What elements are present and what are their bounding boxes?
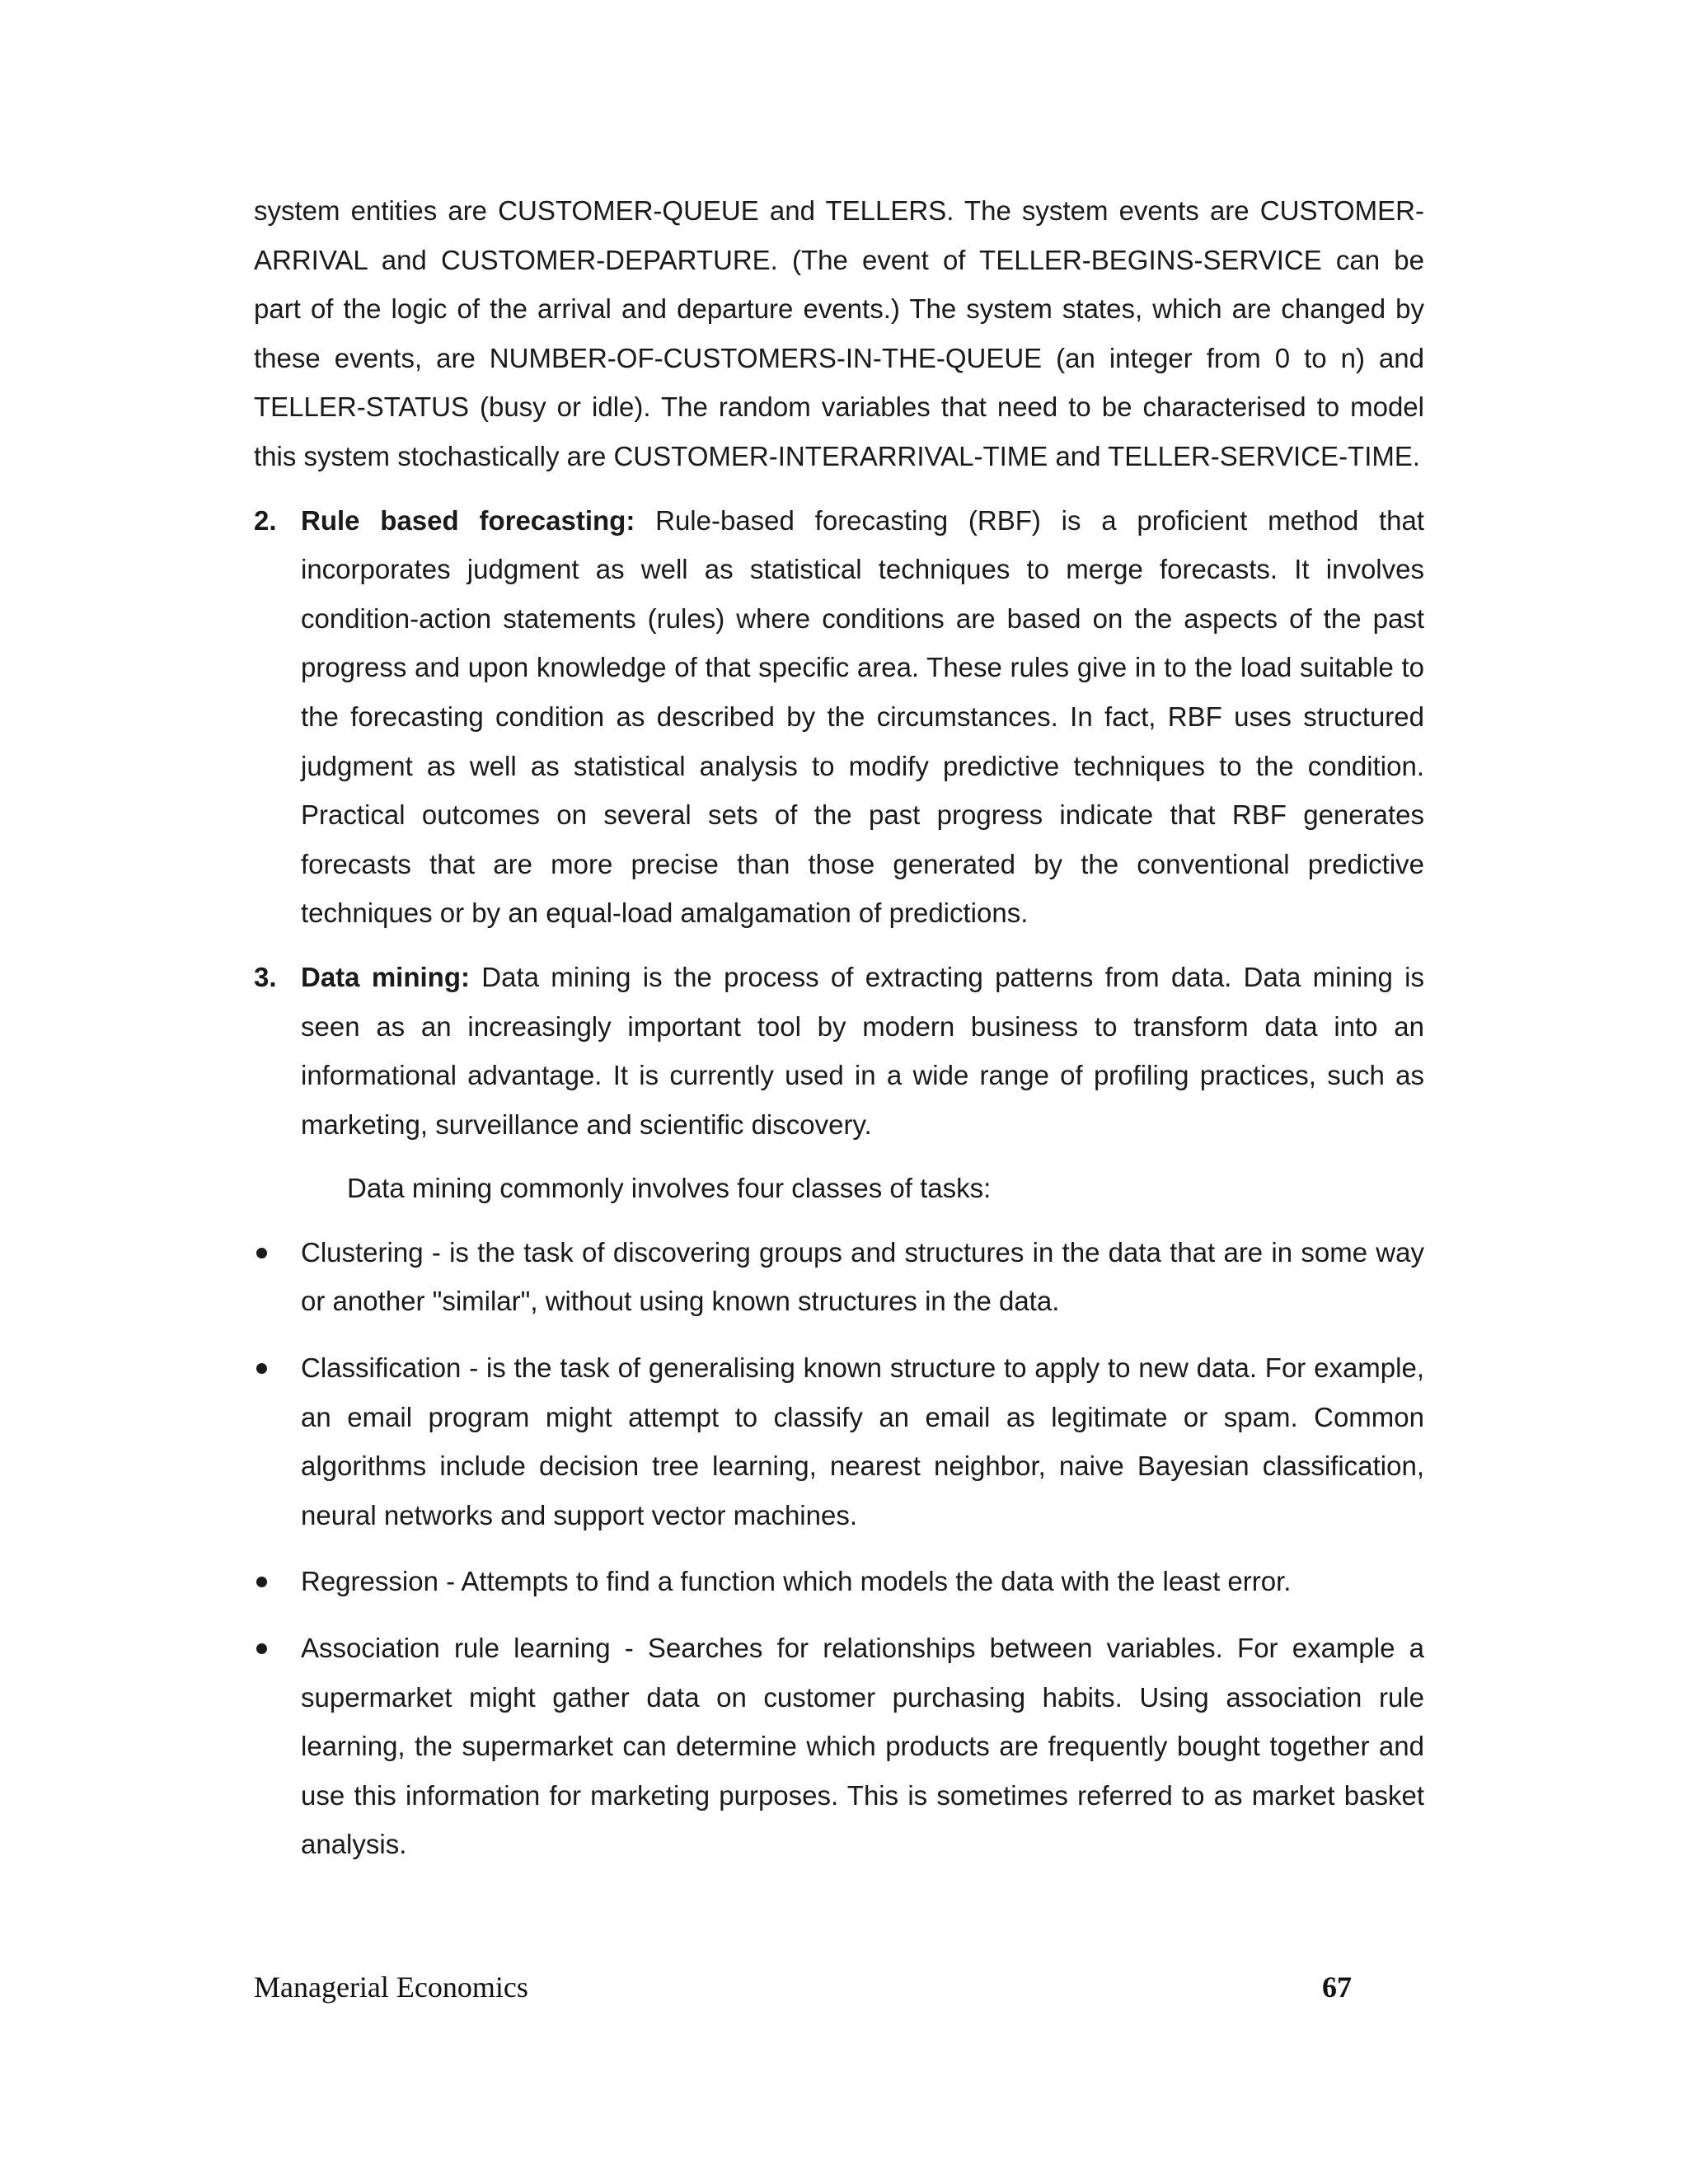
tasks-lead: Data mining commonly involves four classes of tasks: <box>347 1173 992 1204</box>
bullet-item-regression <box>254 1557 1424 1606</box>
bullet-text: Regression - Attempts to find a function which models the data with the least error. <box>301 1566 1292 1597</box>
bullet-icon <box>256 1643 267 1654</box>
bullet-item-classification <box>254 1343 1424 1540</box>
bullet-icon <box>256 1363 267 1374</box>
bullet-item-clustering <box>254 1228 1424 1326</box>
section-number: 2. <box>254 504 277 536</box>
footer-book-title: Managerial Economics <box>254 1971 528 2004</box>
footer-page-number: 67 <box>1322 1971 1352 2004</box>
section-rule-based-forecasting <box>254 496 1424 938</box>
page-footer <box>254 1970 1352 2011</box>
section-term: Data mining: <box>301 961 470 992</box>
section-text: Rule-based forecasting (RBF) is a proficient method that incorporates judgment as well as statistical techniques to merge forecasts. It involves condition-action statements (rules) where conditions are based on the aspects of the past progress and upon knowledge of that specific area. These rules give in to the load suitable to the forecasting condition as described by the circumstances. In fact, RBF uses structured judgment as well as statistical analysis to modify predictive techniques to the condition. Practical outcomes on several sets of the past progress indicate that RBF generates forecasts that are more precise than those generated by the conventional predictive techniques or by an equal-load amalgamation of predictions. <box>301 504 1424 929</box>
bullet-text: Association rule learning - Searches for relationships between variables. For example a supermarket might gather data on customer purchasing habits. Using association rule learning, the supermarket can determine which products are frequently bought together and use this information for marketing purposes. This is sometimes referred to as market basket analysis. <box>301 1633 1424 1860</box>
section-term: Rule based forecasting: <box>301 504 635 536</box>
bullet-icon <box>256 1577 267 1587</box>
section-number: 3. <box>254 961 277 992</box>
intro-paragraph: system entities are CUSTOMER-QUEUE and TELLERS. The system events are CUSTOMER-ARRIVAL and CUSTOMER-DEPARTURE. (The event of TELLER-BEGINS-SERVICE can be part of the logic of the arrival and departure events.) The system states, which are changed by these events, are NUMBER-OF-CUSTOMERS-IN-THE-QUEUE (an integer from 0 to n) and TELLER-STATUS (busy or idle). The random variables that need to be characterised to model this system stochastically are CUSTOMER-INTERARRIVAL-TIME and TELLER-SERVICE-TIME. <box>254 195 1424 471</box>
bullet-item-association-rule-learning <box>254 1624 1424 1869</box>
section-text: Data mining is the process of extracting patterns from data. Data mining is seen as an increasingly important tool by modern business to transform data into an informational advantage. It is currently used in a wide range of profiling practices, such as marketing, surveillance and scientific discovery. <box>301 961 1424 1140</box>
bullet-text: Clustering - is the task of discovering groups and structures in the data that are in some way or another "similar", without using known structures in the data. <box>301 1236 1424 1317</box>
bullet-text: Classification - is the task of generalising known structure to apply to new data. For example, an email program might attempt to classify an email as legitimate or spam. Common algorithms include decision tree learning, nearest neighbor, naive Bayesian classification, neural networks and support vector machines. <box>301 1352 1424 1530</box>
bullet-icon <box>256 1248 267 1258</box>
section-data-mining <box>254 953 1424 1149</box>
page-body <box>254 186 1424 1886</box>
